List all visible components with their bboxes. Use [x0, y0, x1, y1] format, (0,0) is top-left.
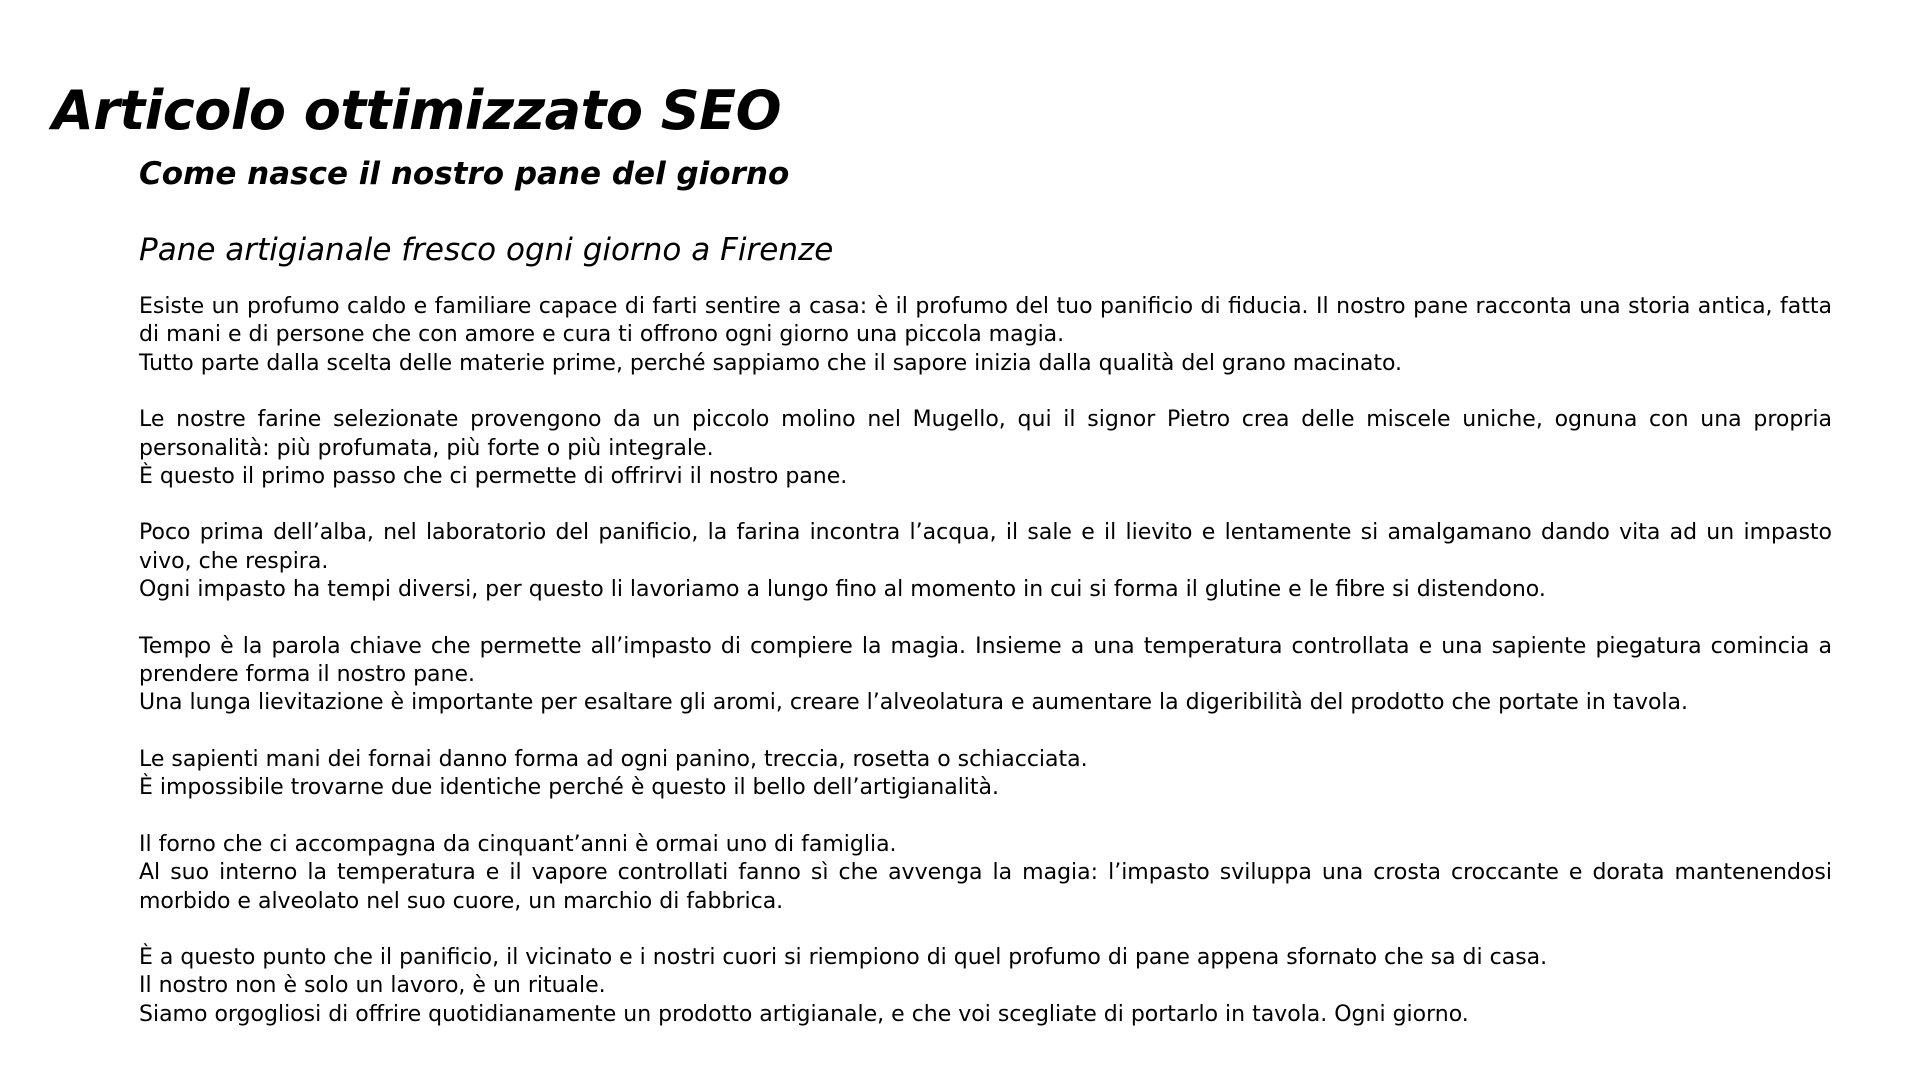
paragraph-line: Il nostro non è solo un lavoro, è un rituale.	[139, 973, 606, 999]
paragraph-line: Ogni impasto ha tempi diversi, per questo li lavoriamo a lungo fino al momento in cui si forma il glutine e le fibre si distendono.	[139, 577, 1546, 603]
paragraph-line: Le sapienti mani dei fornai danno forma ad ogni panino, treccia, rosetta o schiacciata.	[139, 746, 1088, 772]
paragraph-line: Esiste un profumo caldo e familiare capace di farti sentire a casa: è il profumo del tuo panificio di fiducia. Il nostro pane racconta una storia antica, fatta di mani e di persone che con amore e cura ti offrono ogni giorno una piccola magia.	[139, 294, 1832, 348]
paragraph	[139, 406, 1832, 491]
page-title: Articolo ottimizzato SEO	[52, 79, 781, 142]
paragraph-line: Al suo interno la temperatura e il vapore controllati fanno sì che avvenga la magia: l’impasto sviluppa una crosta croccante e dorata mantenendosi morbido e alveolato nel suo cuore, un marchio di fabbrica.	[139, 860, 1832, 914]
paragraph-line: È questo il primo passo che ci permette di offrirvi il nostro pane.	[139, 464, 848, 490]
paragraph-line: Tempo è la parola chiave che permette all’impasto di compiere la magia. Insieme a una temperatura controllata e una sapiente piegatura comincia a prendere forma il nostro pane.	[139, 633, 1832, 688]
paragraph-line: Le nostre farine selezionate provengono da un piccolo molino nel Mugello, qui il signor Pietro crea delle miscele uniche, ognuna con una propria personalità: più profumata, più forte o più integrale.	[139, 407, 1832, 461]
paragraph-line: Il forno che ci accompagna da cinquant’anni è ormai uno di famiglia.	[139, 831, 897, 857]
paragraph	[139, 831, 1832, 916]
paragraph	[139, 519, 1832, 604]
article-content	[139, 152, 1832, 1057]
paragraph-line: È a questo punto che il panificio, il vicinato e i nostri cuori si riempiono di quel profumo di pane appena sfornato che sa di casa.	[139, 944, 1548, 970]
article-body	[139, 293, 1832, 1029]
article-title: Come nasce il nostro pane del giorno	[139, 156, 790, 192]
paragraph	[139, 746, 1832, 803]
paragraph-line: È impossibile trovarne due identiche perché è questo il bello dell’artigianalità.	[139, 775, 1000, 801]
paragraph-line: Poco prima dell’alba, nel laboratorio del panificio, la farina incontra l’acqua, il sale e il lievito e lentamente si amalgamano dando vita ad un impasto vivo, che respira.	[139, 520, 1832, 574]
paragraph	[139, 633, 1832, 718]
paragraph	[139, 944, 1832, 1029]
paragraph-line: Siamo orgogliosi di offrire quotidianamente un prodotto artigianale, e che voi scegliate di portarlo in tavola. Ogni giorno.	[139, 1001, 1469, 1027]
paragraph-line: Una lunga lievitazione è importante per esaltare gli aromi, creare l’alveolatura e aumentare la digeribilità del prodotto che portate in tavola.	[139, 690, 1689, 716]
article-subtitle: Pane artigianale fresco ogni giorno a Firenze	[139, 232, 834, 268]
paragraph	[139, 293, 1832, 378]
paragraph-line: Tutto parte dalla scelta delle materie prime, perché sappiamo che il sapore inizia dalla qualità del grano macinato.	[139, 350, 1403, 376]
